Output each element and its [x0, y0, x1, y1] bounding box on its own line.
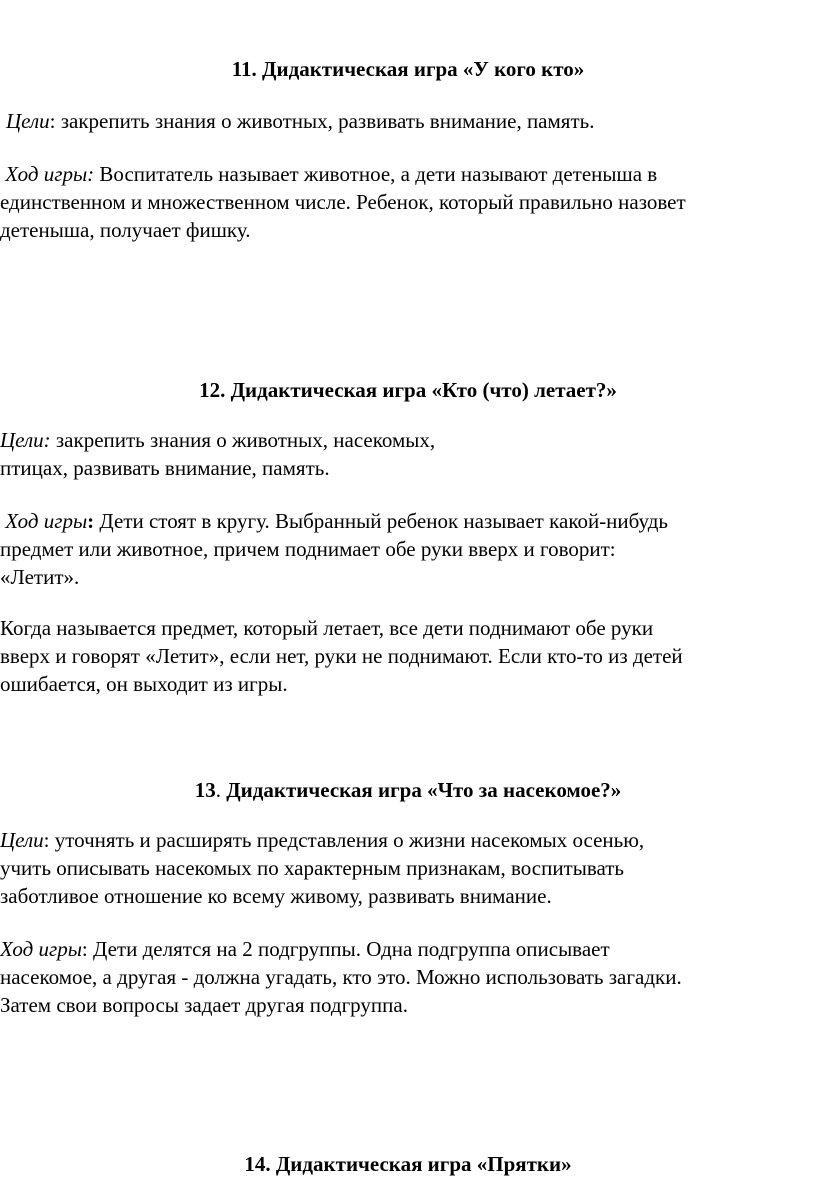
course-colon: : — [87, 509, 95, 533]
section-11-heading — [0, 55, 816, 83]
extra-text-line: ошибается, он выходит из игры. — [0, 672, 288, 696]
section-12-number: 12. — [199, 378, 226, 402]
goals-text: уточнять и расширять представления о жизни насекомых осенью, — [49, 828, 645, 852]
goals-label: Цели: — [0, 428, 51, 452]
course-text-line: насекомое, а другая - должна угадать, кто это. Можно использовать загадки. — [0, 965, 682, 989]
goals-text: закрепить знания о животных, насекомых, — [50, 428, 436, 452]
goals-text: учить описывать насекомых по характерным признакам, воспитывать — [0, 856, 625, 880]
section-13-number-suffix: . — [215, 778, 221, 802]
section-12-extra — [0, 614, 810, 698]
extra-text-line: Когда называется предмет, который летает, все дети поднимают обе руки — [0, 616, 654, 640]
goals-colon: : — [49, 109, 56, 133]
section-14-title: Дидактическая игра «Прятки» — [275, 1152, 572, 1176]
section-13-title: Дидактическая игра «Что за насекомое?» — [226, 778, 622, 802]
course-text-line: предмет или животное, причем поднимает обе руки вверх и говорит: — [0, 537, 616, 561]
section-12-heading — [0, 376, 816, 404]
section-13-course — [0, 935, 810, 1019]
goals-text: закрепить знания о животных, развивать внимание, память. — [55, 109, 595, 133]
section-14-heading — [0, 1150, 816, 1178]
course-label: Ход игры — [0, 937, 82, 961]
goals-label: Цели — [0, 828, 44, 852]
course-text-line: единственном и множественном числе. Ребенок, который правильно назовет — [0, 190, 686, 214]
section-12-goals — [0, 426, 810, 482]
section-12-title: Дидактическая игра «Кто (что) летает?» — [230, 378, 617, 402]
course-text-line: Воспитатель называет животное, а дети называют детеныша в — [94, 162, 658, 186]
section-13-heading — [0, 776, 816, 804]
section-11-number: 11. — [231, 57, 257, 81]
extra-text-line: вверх и говорят «Летит», если нет, руки не поднимают. Если кто-то из детей — [0, 644, 683, 668]
section-14-number: 14. — [244, 1152, 271, 1176]
course-label: Ход игры: — [5, 162, 95, 186]
course-text-line: Затем свои вопросы задает другая подгруппа. — [0, 993, 408, 1017]
section-11-title: Дидактическая игра «У кого кто» — [262, 57, 585, 81]
course-text-line: Дети стоят в кругу. Выбранный ребенок называет какой-нибудь — [94, 509, 668, 533]
course-colon: : — [81, 937, 88, 961]
goals-label: Цели — [6, 109, 50, 133]
course-label: Ход игры — [5, 509, 88, 533]
section-11-goals — [6, 107, 816, 135]
course-text-line: Дети делятся на 2 подгруппы. Одна подгруппа описывает — [87, 937, 610, 961]
course-text-line: детеныша, получает фишку. — [0, 218, 251, 242]
section-11-course — [0, 160, 810, 244]
section-13-goals — [0, 826, 810, 910]
section-13-number: 13 — [194, 778, 216, 802]
goals-colon: : — [43, 828, 50, 852]
goals-text: заботливое отношение ко всему живому, развивать внимание. — [0, 884, 552, 908]
goals-text: птицах, развивать внимание, память. — [0, 456, 330, 480]
section-12-course — [0, 507, 810, 591]
course-text-line: «Летит». — [0, 565, 80, 589]
